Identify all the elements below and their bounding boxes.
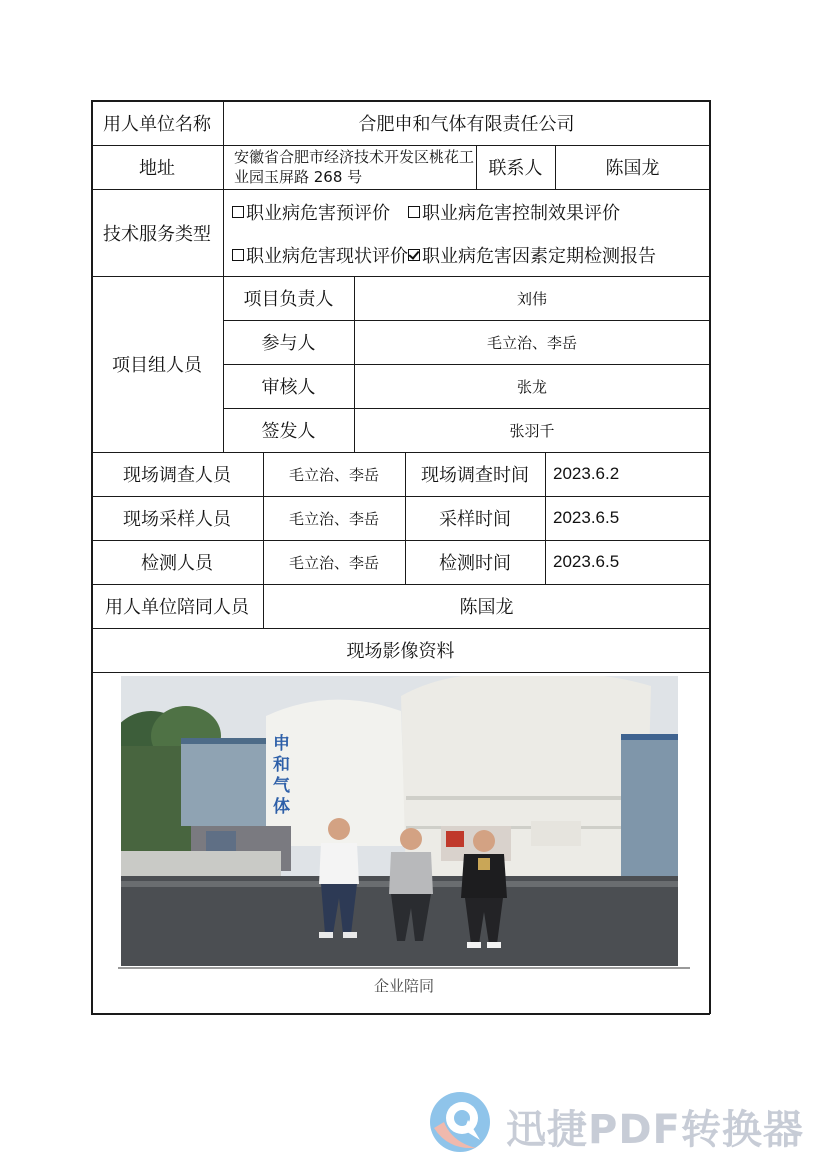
photo-caption: 企业陪同 [373,977,434,995]
accompany-label: 用人单位陪同人员 [105,597,249,618]
schedule-time-label: 现场调查时间 [421,465,529,486]
watermark-logo-icon [428,1090,498,1154]
team-role: 审核人 [261,377,316,398]
checkbox-periodic-testing-report[interactable] [408,249,420,261]
checkbox-control-effect-evaluation[interactable] [408,206,420,218]
schedule-people: 毛立治、李岳 [288,553,379,572]
contact-label: 联系人 [488,158,543,179]
employer-label: 用人单位名称 [103,113,211,135]
schedule-people: 毛立治、李岳 [288,465,379,484]
service-option-label: 职业病危害控制效果评价 [422,202,620,224]
team-role: 签发人 [261,421,316,442]
photo-divider [118,967,690,969]
team-label: 项目组人员 [112,355,202,376]
service-option-label: 职业病危害因素定期检测报告 [422,245,656,267]
service-option-label: 职业病危害预评价 [246,202,390,224]
schedule-time-label: 检测时间 [439,553,511,574]
accompany-value: 陈国龙 [459,597,514,618]
employer-value: 合肥申和气体有限责任公司 [358,113,575,135]
service-option-label: 职业病危害现状评价 [246,245,408,267]
schedule-label: 检测人员 [141,553,213,574]
schedule-label: 现场采样人员 [123,509,231,530]
photo-section-title: 现场影像资料 [346,641,455,662]
schedule-people: 毛立治、李岳 [288,509,379,528]
checkbox-status-evaluation[interactable] [232,249,244,261]
service-type-label: 技术服务类型 [103,223,211,245]
table-line [91,672,710,673]
watermark-text: 迅捷PDF转换器 [506,1107,804,1153]
team-member: 张羽千 [509,421,555,440]
team-member: 张龙 [516,377,547,396]
service-options-row-2 [224,233,710,276]
team-role: 项目负责人 [243,289,334,310]
team-member: 刘伟 [516,289,547,308]
schedule-time: 2023.6.2 [553,464,620,483]
schedule-time: 2023.6.5 [553,508,620,527]
service-options-row-1 [224,190,710,233]
schedule-label: 现场调查人员 [123,465,231,486]
schedule-time-label: 采样时间 [439,509,511,530]
watermark [428,1090,818,1154]
address-value: 安徽省合肥市经济技术开发区桃花工业园玉屏路 268 号 [234,148,475,186]
address-label: 地址 [139,158,175,179]
team-member: 毛立治、李岳 [486,333,577,352]
checkbox-pre-evaluation[interactable] [232,206,244,218]
site-photo [121,676,678,966]
table-line [91,1013,710,1015]
contact-value: 陈国龙 [605,158,660,179]
tank-lettering: 申和气体 [269,734,289,818]
team-role: 参与人 [261,333,316,354]
schedule-time: 2023.6.5 [553,552,620,571]
